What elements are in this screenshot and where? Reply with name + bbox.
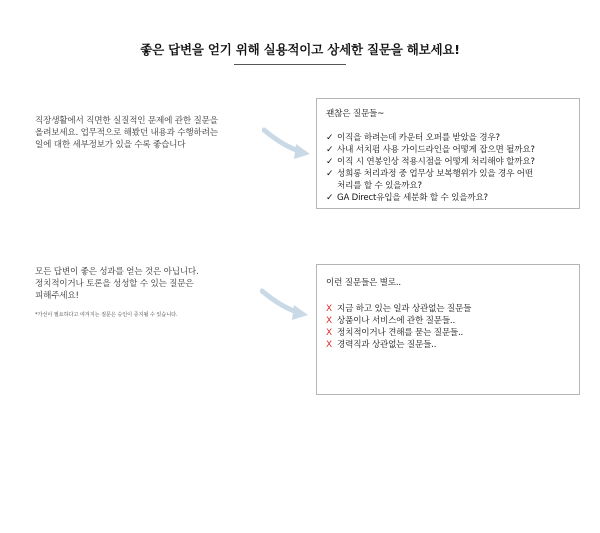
list-item	[326, 168, 569, 192]
list-item-text: 사내 서치펌 사용 가이드라인을 어떻게 잡으면 될까요?	[337, 145, 535, 155]
list-item	[326, 192, 569, 204]
bad-questions-box	[316, 264, 580, 395]
list-item	[326, 156, 569, 168]
list-item-text: 지금 하고 있는 일과 상관없는 질문들	[337, 304, 472, 314]
good-intro-line-2: 올려보세요. 업무적으로 해봤던 내용과 수행하려는	[35, 128, 218, 138]
list-item-text: 이직을 하려는데 카운터 오퍼를 받았을 경우?	[337, 133, 500, 143]
good-questions-list	[326, 132, 569, 204]
bad-questions-list	[326, 303, 569, 351]
list-item-text-continuation: 처리를 할 수 있을까요?	[337, 181, 422, 191]
good-questions-intro	[35, 115, 260, 151]
bad-questions-intro	[35, 266, 260, 319]
bad-intro-line-1: 모든 답변이 좋은 성과를 얻는 것은 아닙니다.	[35, 267, 199, 277]
bad-questions-title: 이런 질문들은 별로..	[326, 278, 401, 288]
x-mark-icon: X	[326, 328, 332, 338]
list-item	[326, 303, 569, 315]
good-questions-box	[316, 98, 580, 209]
bad-intro-line-2: 정치적이거나 토론을 성성할 수 있는 질문은	[35, 279, 194, 289]
list-item-text: GA Direct유입을 세분화 할 수 있을까요?	[337, 193, 488, 203]
footnote: *가선이 필요하다고 여겨지는 질문은 승인이 증지될 수 있습니다.	[35, 312, 178, 318]
page-headline: 좋은 답변을 얻기 위해 실용적이고 상세한 질문을 해보세요!	[140, 42, 460, 57]
check-icon: ✓	[326, 169, 334, 179]
list-item	[326, 132, 569, 144]
x-mark-icon: X	[326, 304, 332, 314]
list-item	[326, 339, 569, 351]
list-item-text: 상품이나 서비스에 관한 질문들..	[337, 316, 455, 326]
check-icon: ✓	[326, 193, 334, 203]
x-mark-icon: X	[326, 316, 332, 326]
curved-arrow-icon	[260, 287, 312, 323]
bad-intro-line-3: 피해주세요!	[35, 291, 79, 301]
good-intro-line-1: 직장생활에서 직면한 실질적인 문제에 관한 질문을	[35, 116, 218, 126]
check-icon: ✓	[326, 145, 334, 155]
list-item-text: 경력직과 상관없는 질문들..	[337, 340, 437, 350]
good-intro-line-3: 일에 대한 세부정보가 있을 수록 좋습니다	[35, 140, 186, 150]
check-icon: ✓	[326, 133, 334, 143]
x-mark-icon: X	[326, 340, 332, 350]
curved-arrow-icon	[262, 126, 314, 162]
list-item-text: 성희롱 처리과정 중 업무상 보복행위가 있을 경우 어떤	[337, 169, 533, 179]
good-questions-title: 괜찮은 질문들~	[326, 109, 385, 119]
list-item	[326, 144, 569, 156]
list-item	[326, 327, 569, 339]
check-icon: ✓	[326, 157, 334, 167]
list-item-text: 이직 시 연봉인상 적용시점을 어떻게 처리해야 할까요?	[337, 157, 535, 167]
list-item	[326, 315, 569, 327]
list-item-text: 정치적이거나 견해를 묻는 질문들..	[337, 328, 464, 338]
headline-underline	[234, 64, 346, 65]
